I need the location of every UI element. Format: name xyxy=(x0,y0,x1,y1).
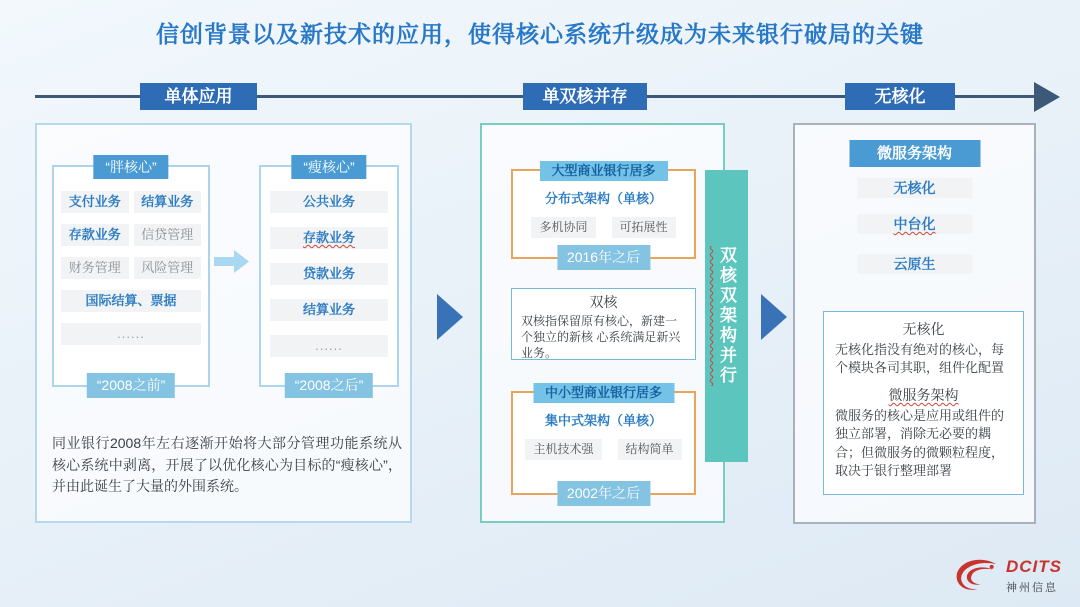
fat-core-item: 结算业务 xyxy=(134,191,202,213)
large-bank-footer: 2016年之后 xyxy=(557,245,650,270)
small-bank-chips xyxy=(513,439,694,460)
panel-coreless xyxy=(793,123,1036,524)
coreless-chip: 无核化 xyxy=(857,178,972,198)
large-bank-chips xyxy=(513,217,694,238)
dual-core-title: 双核 xyxy=(589,294,618,310)
fat-core-item: 支付业务 xyxy=(61,191,129,213)
middleplatform-chip: 中台化 xyxy=(857,214,972,234)
fat-core-ellipsis: ...... xyxy=(61,323,201,345)
fat-core-item: 存款业务 xyxy=(61,224,129,246)
thin-core-items xyxy=(270,191,388,357)
flow-arrow-icon xyxy=(761,294,787,340)
company-logo xyxy=(955,557,1062,595)
logo-text xyxy=(1006,557,1062,595)
large-bank-subtitle: 分布式架构（单核） xyxy=(544,191,662,206)
coreless-detail-body: 无核化指没有绝对的核心，每个模块各司其职，组件化配置 xyxy=(835,342,1005,376)
monolith-description: 同业银行2008年左右逐渐开始将大部分管理功能系统从核心系统中剥离，开展了以优化核心为目标的“瘦核心”，并由此诞生了大量的外围系统。 xyxy=(52,435,402,495)
thin-core-item: 公共业务 xyxy=(270,191,388,213)
dual-architecture-banner-label: 双核双架构并行 xyxy=(717,246,736,386)
large-bank-header: 大型商业银行居多 xyxy=(539,161,667,181)
fat-core-item: 财务管理 xyxy=(61,257,129,279)
panel-dualcore xyxy=(480,123,725,523)
fat-core-item: 风险管理 xyxy=(134,257,202,279)
thin-core-box xyxy=(259,159,399,393)
coreless-detail-box xyxy=(823,311,1024,495)
small-bank-box xyxy=(511,385,696,501)
fat-core-items xyxy=(61,191,201,345)
logo-company: 神州信息 xyxy=(1006,582,1058,594)
fat-core-item: 信贷管理 xyxy=(134,224,202,246)
dual-architecture-banner xyxy=(705,170,748,462)
right-block-arrow-icon xyxy=(213,248,251,275)
large-bank-chip: 可拓展性 xyxy=(612,217,676,238)
timeline-stage-coreless: 无核化 xyxy=(845,83,955,110)
small-bank-footer: 2002年之后 xyxy=(557,481,650,506)
small-bank-header: 中小型商业银行居多 xyxy=(533,383,674,403)
panel-monolith xyxy=(35,123,412,523)
fat-core-footer: “2008之前” xyxy=(87,373,175,398)
dcits-swirl-icon xyxy=(955,557,999,595)
thin-core-ellipsis: ...... xyxy=(270,335,388,357)
small-bank-chip: 主机技术强 xyxy=(525,439,601,460)
thin-core-item: 结算业务 xyxy=(270,299,388,321)
fat-core-item-wide: 国际结算、票据 xyxy=(61,290,201,312)
microservice-detail-body: 微服务的核心是应用或组件的独立部署，消除无必要的耦合；但微服务的微颗粒程度，取决于银行整理部署 xyxy=(835,407,1005,479)
thin-core-header: “瘦核心” xyxy=(291,155,366,179)
large-bank-chip: 多机协同 xyxy=(531,217,595,238)
small-bank-subtitle: 集中式架构（单核） xyxy=(544,413,662,428)
microservice-header: 微服务架构 xyxy=(849,140,980,167)
flow-arrow-icon xyxy=(437,294,463,340)
timeline-arrowhead-icon xyxy=(1034,82,1060,112)
dual-core-note-box xyxy=(511,288,696,360)
logo-brand: DCITS xyxy=(1006,557,1062,576)
fat-core-header: “胖核心” xyxy=(93,155,168,179)
small-bank-chip: 结构简单 xyxy=(618,439,682,460)
large-bank-box xyxy=(511,163,696,265)
cloudnative-chip: 云原生 xyxy=(857,254,972,274)
microservice-detail-title: 微服务架构 xyxy=(888,386,959,403)
thin-core-item: 贷款业务 xyxy=(270,263,388,285)
thin-core-footer: “2008之后” xyxy=(285,373,373,398)
coreless-detail-title: 无核化 xyxy=(902,321,945,337)
thin-core-item: 存款业务 xyxy=(270,227,388,249)
fat-core-box xyxy=(52,159,210,393)
dual-core-body: 双核指保留原有核心，新建一个独立的新核 心系统满足新兴业务。 xyxy=(521,314,681,361)
timeline-stage-monolith: 单体应用 xyxy=(140,83,257,110)
page-title: 信创背景以及新技术的应用，使得核心系统升级成为未来银行破局的关键 xyxy=(156,21,924,47)
timeline-stage-dualcore: 单双核并存 xyxy=(523,83,647,110)
